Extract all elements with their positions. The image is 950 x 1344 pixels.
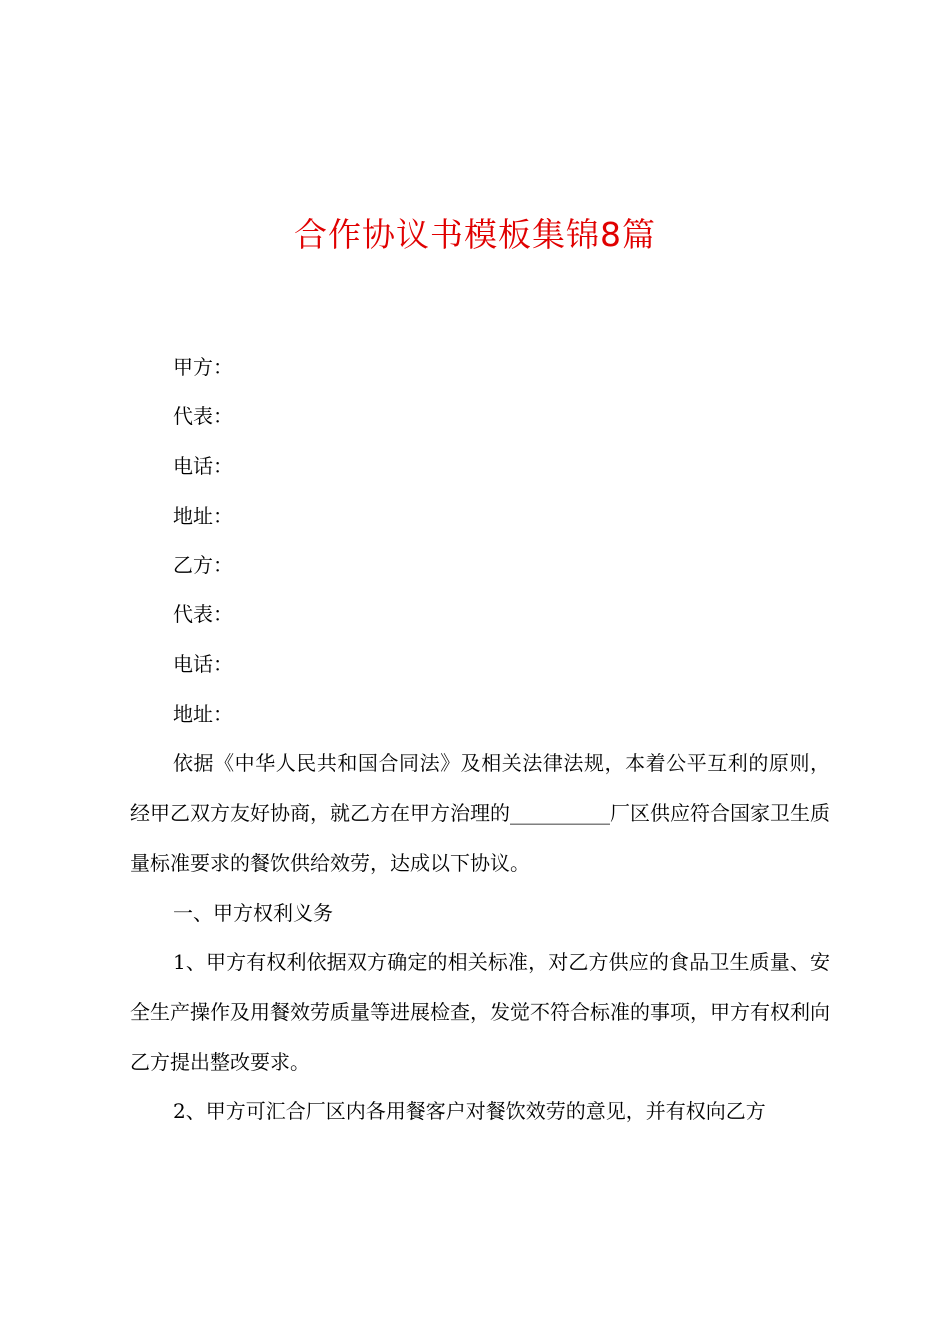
party-a-address: 地址： <box>173 504 233 528</box>
clause-1-paragraph: 1、甲方有权利依据双方确定的相关标准，对乙方供应的食品卫生质量、安全生产操作及用餐效劳质量等进展检查，发觉不符合标准的事项，甲方有权利向乙方提出整改要求。 <box>130 950 830 1074</box>
clause-2-paragraph: 2、甲方可汇合厂区内各用餐客户对餐饮效劳的意见，并有权向乙方 <box>173 1099 766 1123</box>
party-b-address: 地址： <box>173 702 233 726</box>
document-title: 合作协议书模板集锦8篇 <box>294 215 656 254</box>
party-b-phone: 电话： <box>173 652 233 676</box>
party-a-representative: 代表： <box>173 404 233 428</box>
party-b-label: 乙方： <box>173 553 233 577</box>
party-a-label: 甲方： <box>173 355 233 379</box>
section-heading-party-a-rights: 一、甲方权利义务 <box>173 901 333 925</box>
preamble-paragraph: 依据《中华人民共和国合同法》及相关法律法规，本着公平互利的原则，经甲乙双方友好协商，就乙方在甲方治理的__________厂区供应符合国家卫生质量标准要求的餐饮供给效劳，达成以下协议。 <box>130 751 830 875</box>
party-b-representative: 代表： <box>173 602 233 626</box>
party-a-phone: 电话： <box>173 454 233 478</box>
